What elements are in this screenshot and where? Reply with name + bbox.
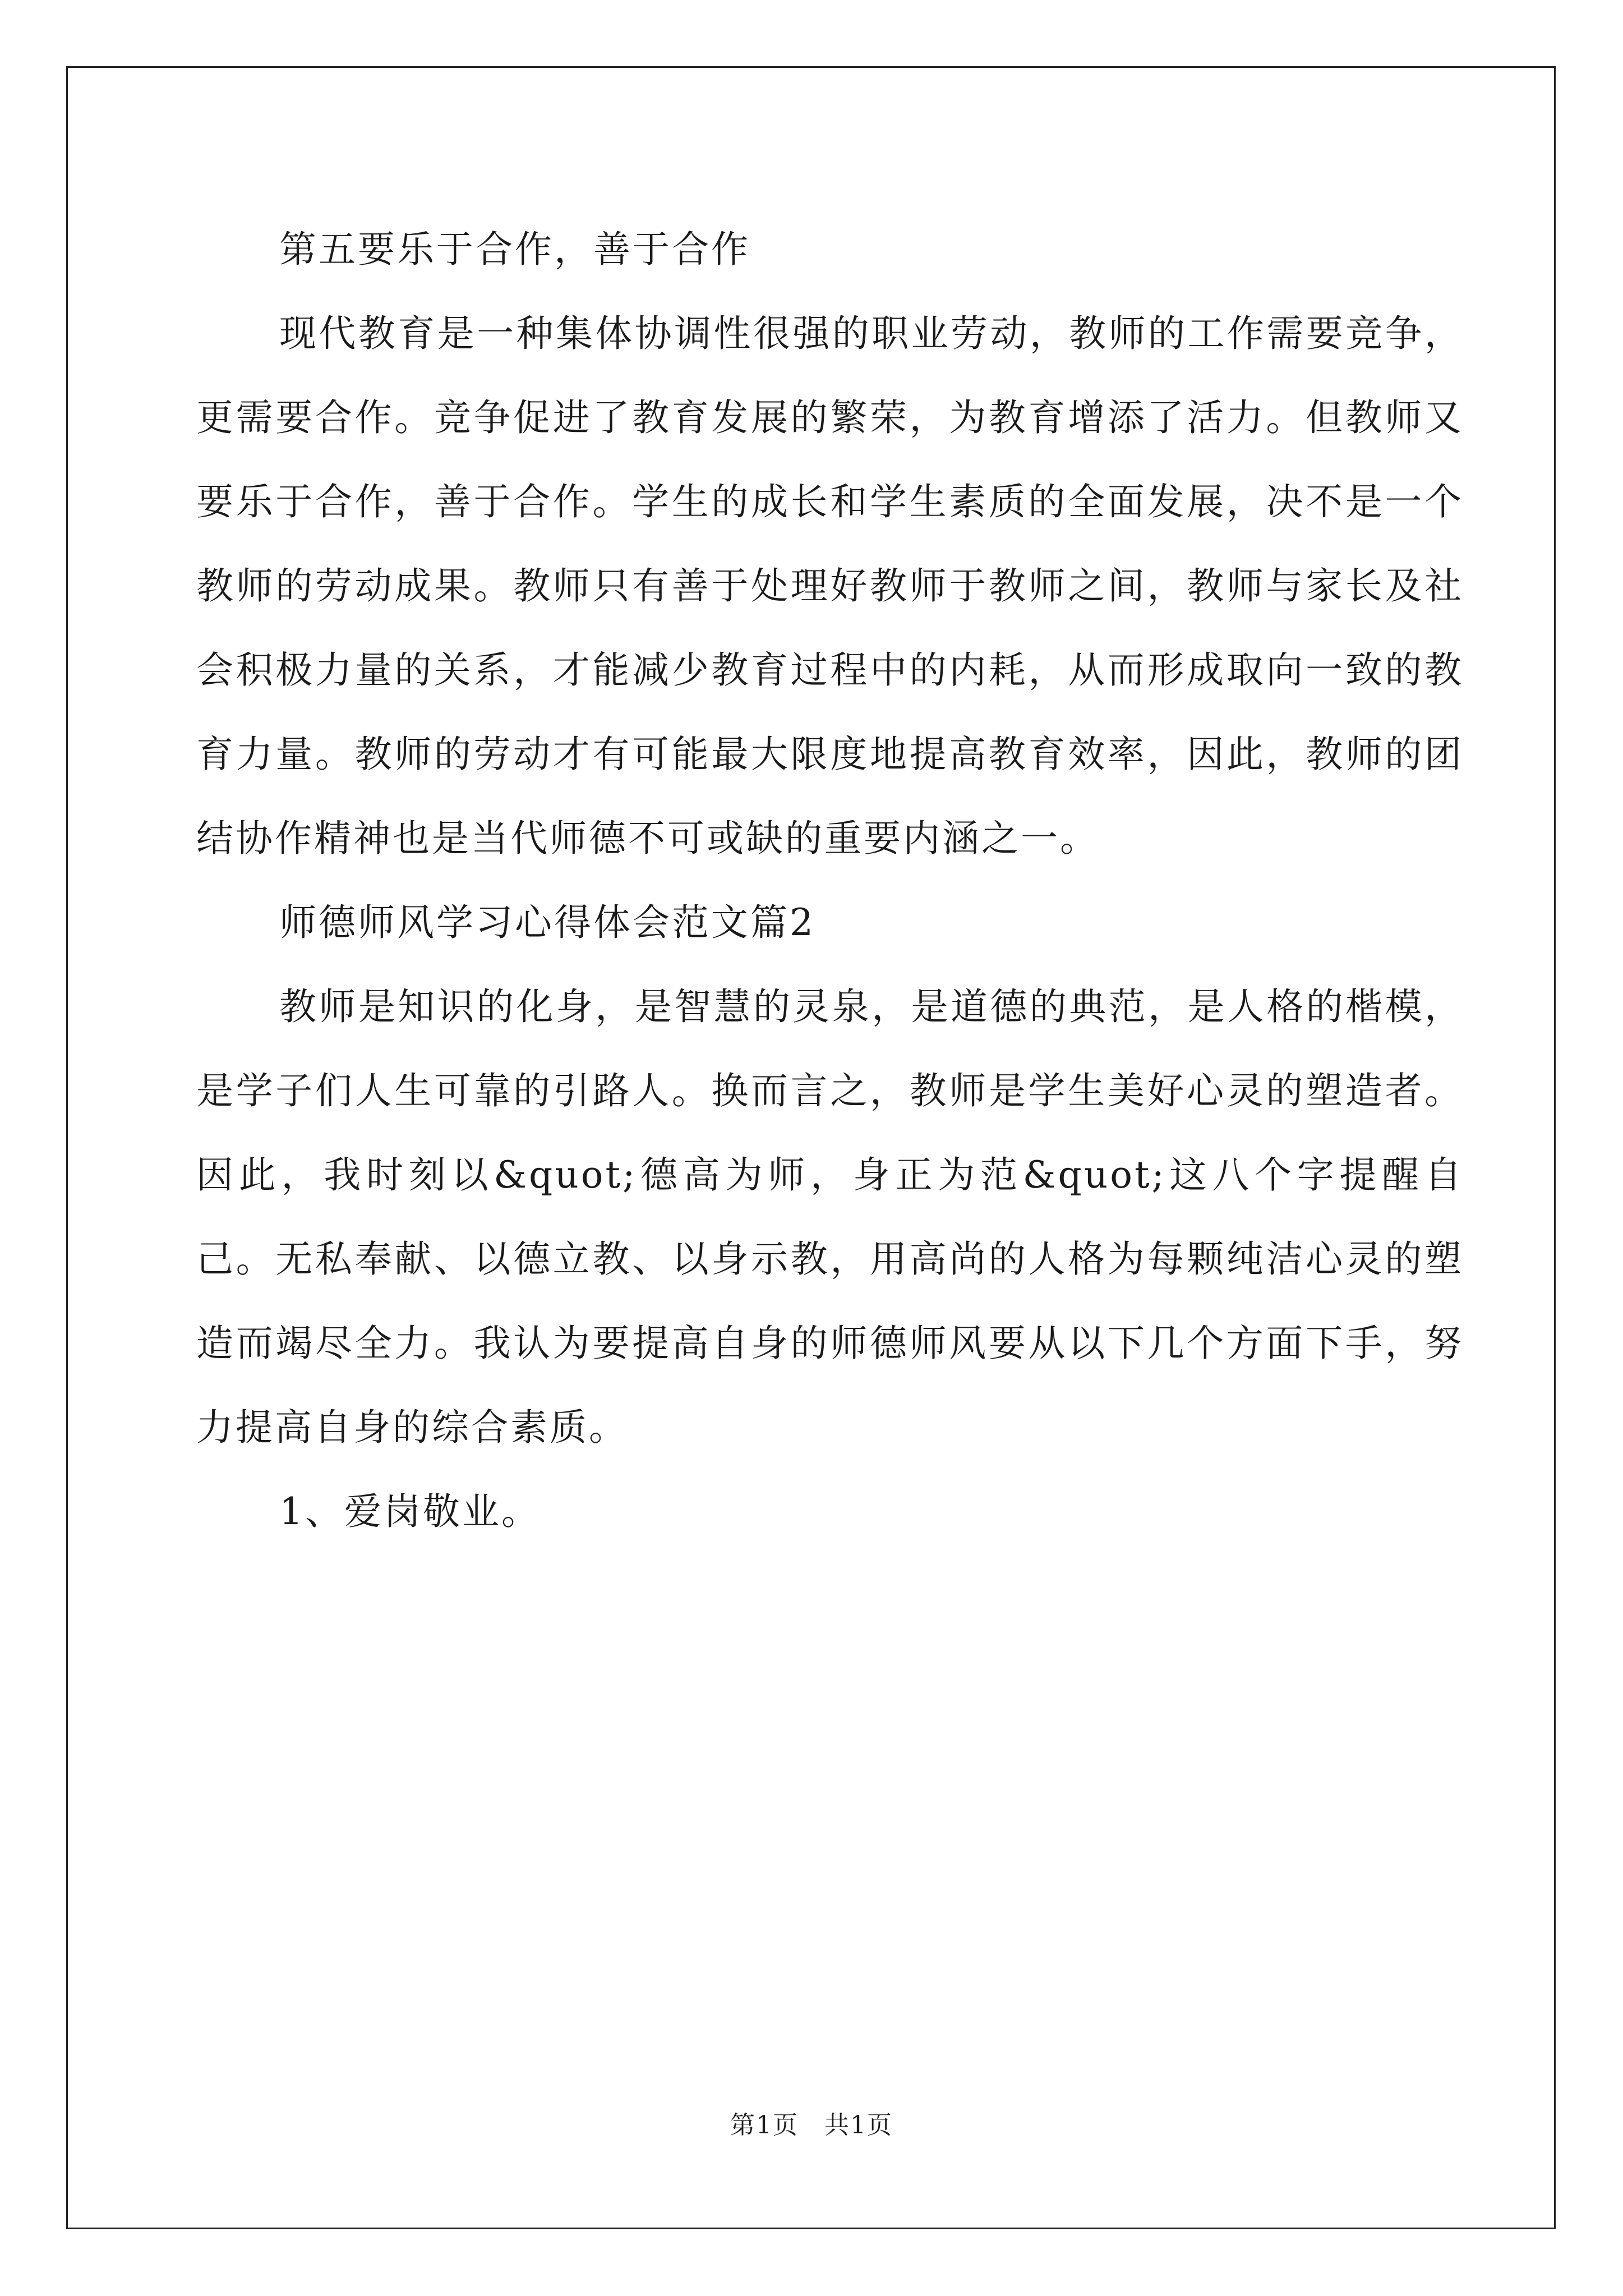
document-body [196,208,1464,1554]
paragraph-teacher-role: 教师是知识的化身，是智慧的灵泉，是道德的典范，是人格的楷模，是学子们人生可靠的引路人。换而言之，教师是学生美好心灵的塑造者。因此，我时刻以&quot;德高为师，身正为范&quot;这八个字提醒自己。无私奉献、以德立教、以身示教，用高尚的人格为每颗纯洁心灵的塑造而竭尽全力。我认为要提高自身的师德师风要从以下几个方面下手，努力提高自身的综合素质。 [196,985,1464,1449]
section-heading-cooperation: 第五要乐于合作，善于合作 [279,228,750,271]
paragraph-cooperation: 现代教育是一种集体协调性很强的职业劳动，教师的工作需要竞争，更需要合作。竞争促进了教育发展的繁荣，为教育增添了活力。但教师又要乐于合作，善于合作。学生的成长和学生素质的全面发展，决不是一个教师的劳动成果。教师只有善于处理好教师于教师之间，教师与家长及社会积极力量的关系，才能减少教育过程中的内耗，从而形成取向一致的教育力量。教师的劳动才有可能最大限度地提高教育效率，因此，教师的团结协作精神也是当代师德不可或缺的重要内涵之一。 [196,312,1464,860]
list-item-dedication: 1、爱岗敬业。 [279,1490,541,1533]
page-number-footer: 第1页 共1页 [730,2111,893,2139]
article-title-2: 师德师风学习心得体会范文篇2 [279,901,815,944]
